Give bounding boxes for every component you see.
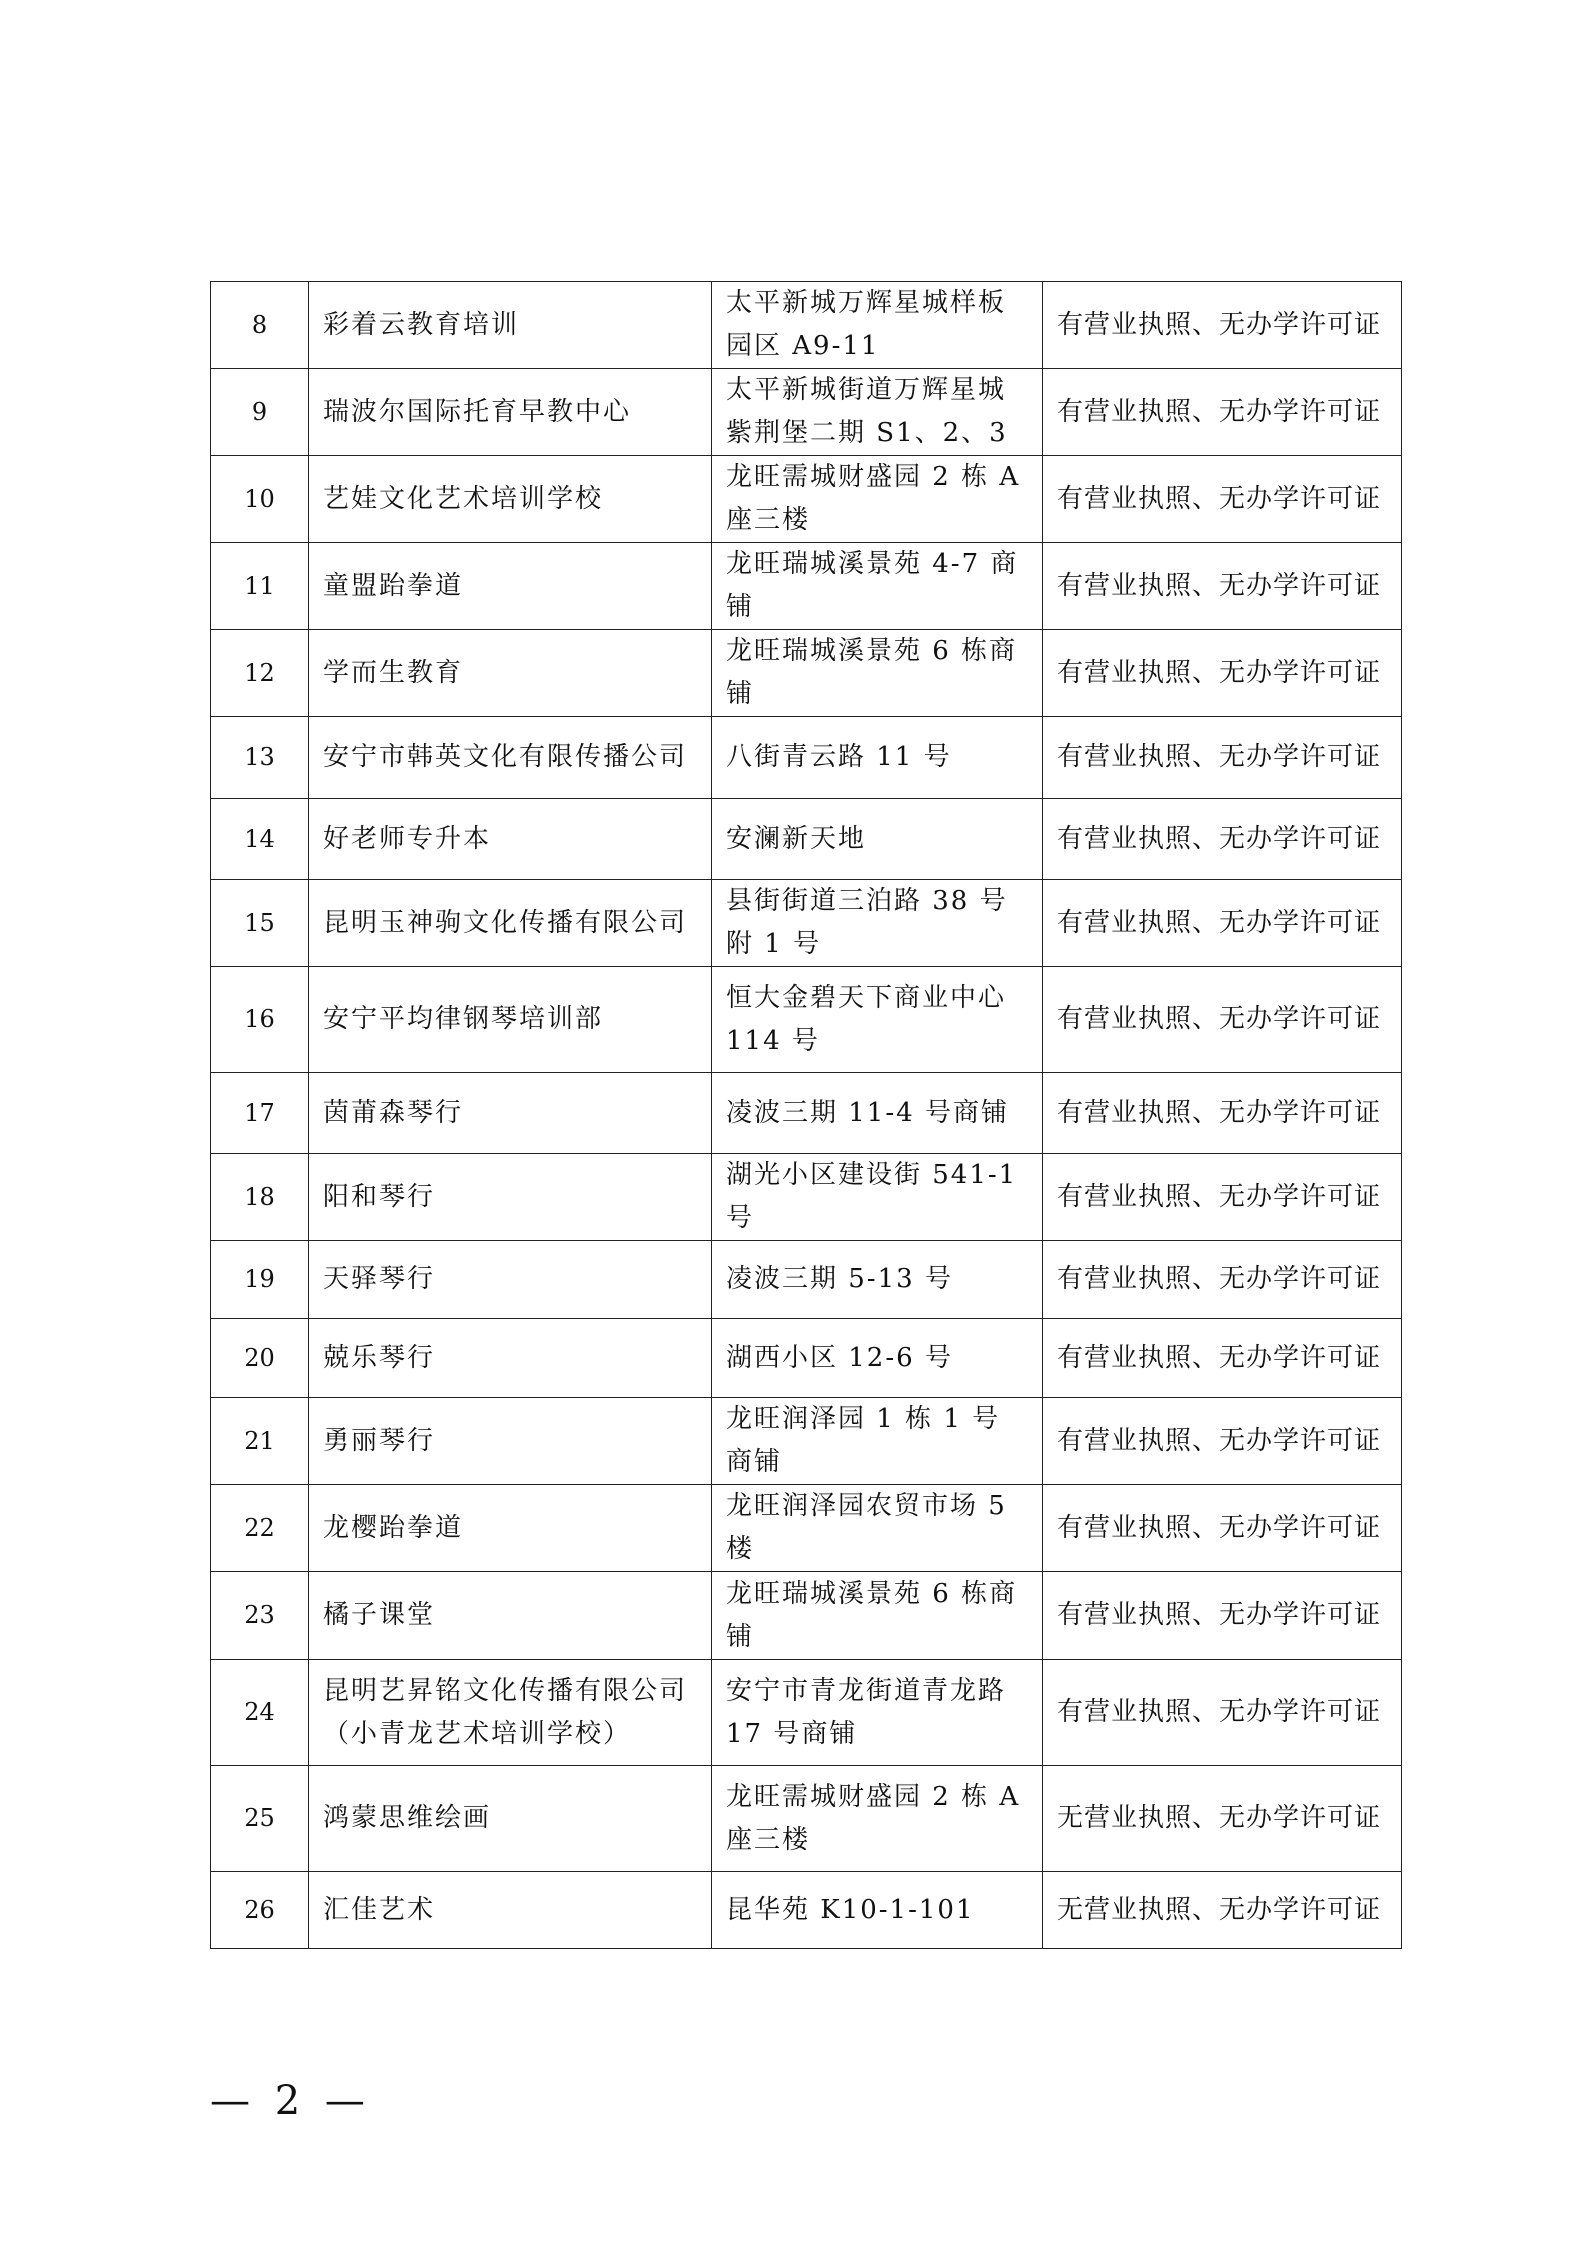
institution-address: 龙旺需城财盛园 2 栋 A 座三楼	[712, 456, 1043, 543]
row-number: 13	[211, 717, 309, 799]
institution-name: 勇丽琴行	[309, 1398, 712, 1485]
institution-address: 龙旺瑞城溪景苑 6 栋商铺	[712, 1572, 1043, 1660]
institution-name: 瑞波尔国际托育早教中心	[309, 369, 712, 456]
license-status: 有营业执照、无办学许可证	[1043, 282, 1402, 369]
institution-name: 彩着云教育培训	[309, 282, 712, 369]
table-row	[211, 717, 1402, 799]
institution-name: 鸿蒙思维绘画	[309, 1766, 712, 1872]
institution-address: 龙旺瑞城溪景苑 6 栋商铺	[712, 630, 1043, 717]
institution-address: 太平新城万辉星城样板园区 A9-11	[712, 282, 1043, 369]
row-number: 11	[211, 543, 309, 630]
row-number: 25	[211, 1766, 309, 1872]
license-status: 无营业执照、无办学许可证	[1043, 1766, 1402, 1872]
row-number: 16	[211, 967, 309, 1073]
institution-address: 凌波三期 5-13 号	[712, 1241, 1043, 1319]
institution-name: 天驿琴行	[309, 1241, 712, 1319]
institution-address: 凌波三期 11-4 号商铺	[712, 1073, 1043, 1154]
institution-name: 学而生教育	[309, 630, 712, 717]
institution-address: 八街青云路 11 号	[712, 717, 1043, 799]
institution-name: 汇佳艺术	[309, 1872, 712, 1949]
table-row	[211, 282, 1402, 369]
institution-address: 龙旺瑞城溪景苑 4-7 商铺	[712, 543, 1043, 630]
institution-name: 昆明玉神驹文化传播有限公司	[309, 880, 712, 967]
table-row	[211, 1660, 1402, 1766]
license-status: 有营业执照、无办学许可证	[1043, 1319, 1402, 1398]
institution-address: 湖光小区建设街 541-1 号	[712, 1154, 1043, 1241]
institution-address: 恒大金碧天下商业中心 114 号	[712, 967, 1043, 1073]
institution-address: 龙旺润泽园农贸市场 5 楼	[712, 1485, 1043, 1572]
license-status: 有营业执照、无办学许可证	[1043, 543, 1402, 630]
table-row	[211, 1154, 1402, 1241]
license-status: 有营业执照、无办学许可证	[1043, 880, 1402, 967]
license-status: 有营业执照、无办学许可证	[1043, 1572, 1402, 1660]
row-number: 12	[211, 630, 309, 717]
institution-name: 龙樱跆拳道	[309, 1485, 712, 1572]
license-status: 无营业执照、无办学许可证	[1043, 1872, 1402, 1949]
row-number: 17	[211, 1073, 309, 1154]
table-row	[211, 369, 1402, 456]
school-roster-table	[210, 281, 1402, 1949]
table-row	[211, 1073, 1402, 1154]
license-status: 有营业执照、无办学许可证	[1043, 967, 1402, 1073]
row-number: 19	[211, 1241, 309, 1319]
institution-address: 太平新城街道万辉星城紫荆堡二期 S1、2、3	[712, 369, 1043, 456]
row-number: 24	[211, 1660, 309, 1766]
license-status: 有营业执照、无办学许可证	[1043, 630, 1402, 717]
row-number: 15	[211, 880, 309, 967]
table-row	[211, 1766, 1402, 1872]
institution-name: 艺娃文化艺术培训学校	[309, 456, 712, 543]
table-row	[211, 1572, 1402, 1660]
table-row	[211, 1398, 1402, 1485]
table-row	[211, 630, 1402, 717]
license-status: 有营业执照、无办学许可证	[1043, 1485, 1402, 1572]
table-row	[211, 456, 1402, 543]
row-number: 23	[211, 1572, 309, 1660]
license-status: 有营业执照、无办学许可证	[1043, 1073, 1402, 1154]
row-number: 20	[211, 1319, 309, 1398]
institution-name: 童盟跆拳道	[309, 543, 712, 630]
page-number: — 2 —	[210, 2078, 371, 2124]
institution-name: 安宁平均律钢琴培训部	[309, 967, 712, 1073]
table-row	[211, 799, 1402, 880]
table-row	[211, 1319, 1402, 1398]
license-status: 有营业执照、无办学许可证	[1043, 1154, 1402, 1241]
institution-name: 兢乐琴行	[309, 1319, 712, 1398]
institution-name: 安宁市韩英文化有限传播公司	[309, 717, 712, 799]
license-status: 有营业执照、无办学许可证	[1043, 456, 1402, 543]
table-row	[211, 967, 1402, 1073]
license-status: 有营业执照、无办学许可证	[1043, 1660, 1402, 1766]
license-status: 有营业执照、无办学许可证	[1043, 369, 1402, 456]
row-number: 18	[211, 1154, 309, 1241]
roster-table-body	[211, 282, 1402, 1949]
row-number: 26	[211, 1872, 309, 1949]
institution-address: 昆华苑 K10-1-101	[712, 1872, 1043, 1949]
institution-name: 橘子课堂	[309, 1572, 712, 1660]
row-number: 22	[211, 1485, 309, 1572]
row-number: 21	[211, 1398, 309, 1485]
institution-name: 茵莆森琴行	[309, 1073, 712, 1154]
license-status: 有营业执照、无办学许可证	[1043, 717, 1402, 799]
license-status: 有营业执照、无办学许可证	[1043, 799, 1402, 880]
license-status: 有营业执照、无办学许可证	[1043, 1241, 1402, 1319]
institution-name: 昆明艺昇铭文化传播有限公司（小青龙艺术培训学校）	[309, 1660, 712, 1766]
institution-address: 县街街道三泊路 38 号附 1 号	[712, 880, 1043, 967]
institution-address: 安宁市青龙街道青龙路 17 号商铺	[712, 1660, 1043, 1766]
row-number: 14	[211, 799, 309, 880]
institution-name: 阳和琴行	[309, 1154, 712, 1241]
table-row	[211, 1872, 1402, 1949]
institution-address: 安澜新天地	[712, 799, 1043, 880]
table-row	[211, 1241, 1402, 1319]
institution-address: 龙旺需城财盛园 2 栋 A 座三楼	[712, 1766, 1043, 1872]
institution-address: 龙旺润泽园 1 栋 1 号商铺	[712, 1398, 1043, 1485]
table-row	[211, 543, 1402, 630]
institution-name: 好老师专升本	[309, 799, 712, 880]
table-row	[211, 880, 1402, 967]
table-row	[211, 1485, 1402, 1572]
row-number: 9	[211, 369, 309, 456]
row-number: 10	[211, 456, 309, 543]
row-number: 8	[211, 282, 309, 369]
institution-address: 湖西小区 12-6 号	[712, 1319, 1043, 1398]
license-status: 有营业执照、无办学许可证	[1043, 1398, 1402, 1485]
